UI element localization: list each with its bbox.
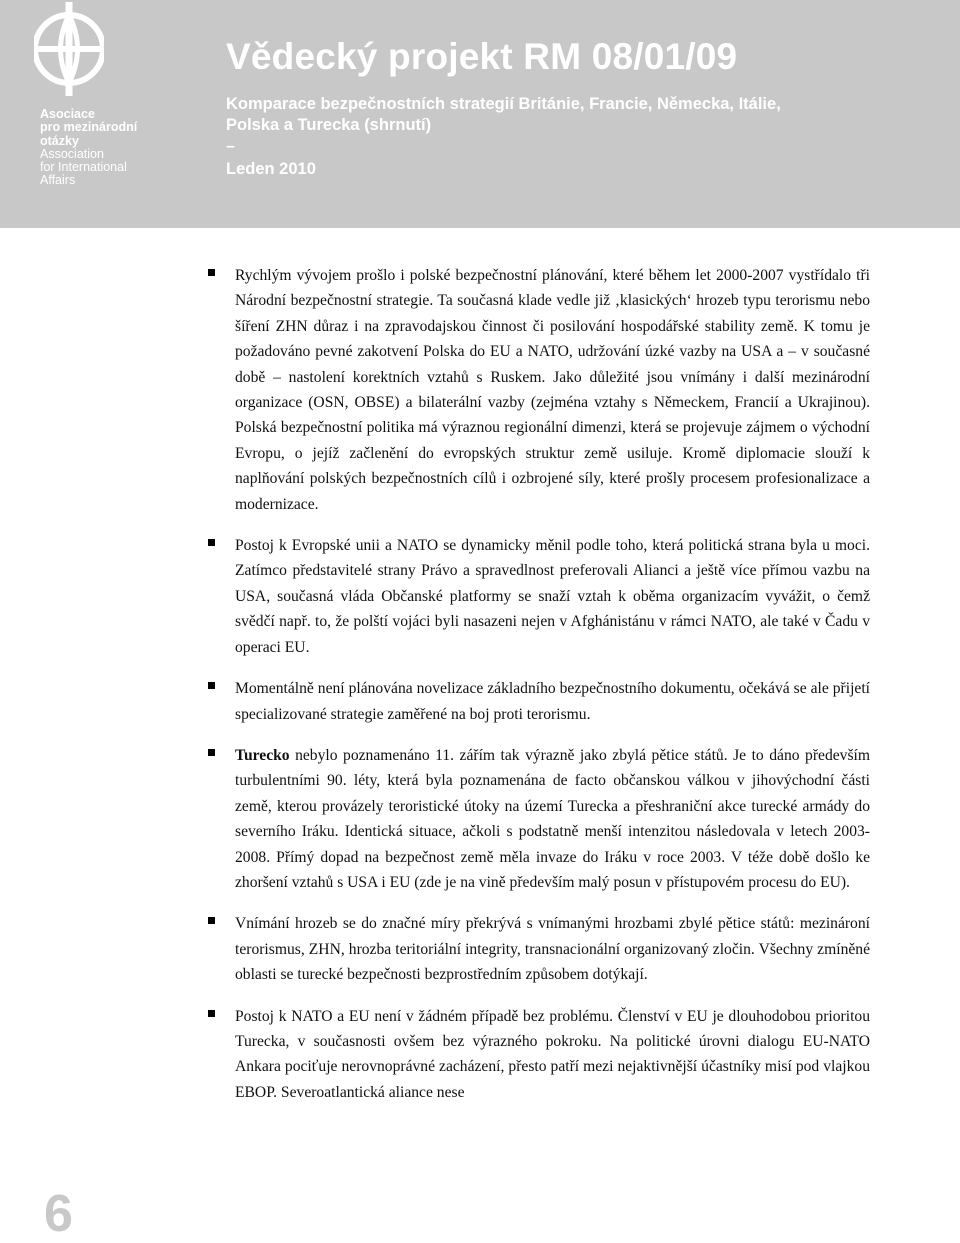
bullet-item: [206, 263, 870, 517]
document-body: [206, 263, 870, 1121]
bullet-text: [235, 743, 870, 895]
bullet-item: [206, 676, 870, 727]
bullet-item: [206, 533, 870, 660]
bullet-item: [206, 911, 870, 987]
square-bullet-icon: [208, 917, 215, 924]
bullet-text: Postoj k NATO a EU není v žádném případě bez problému. Členství v EU je dlouhodobou prioritou Turecka, v současnosti ovšem bez výrazného pokroku. Na politické úrovni dialogu EU-NATO Ankara pociťuje nerovnoprávné zacházení, přesto patří mezi nejaktivnější účastníky misí pod vlajkou EBOP. Severoatlantická aliance nese: [235, 1007, 870, 1101]
logo-globe-icon: [34, 2, 104, 96]
square-bullet-icon: [208, 682, 215, 689]
document-subtitle: [226, 94, 926, 136]
logo-line: Asociace: [40, 107, 95, 121]
page-header: [0, 0, 960, 228]
bold-country-name: Turecko: [235, 746, 290, 764]
bullet-item: [206, 1004, 870, 1106]
organization-logo-text: [40, 108, 210, 188]
bullet-text-body: nebylo poznamenáno 11. zářím tak výrazně jako zbylá pětice států. Je to dáno především turbulentními 90. léty, která byla poznamenána de facto občanskou válkou v jihovýchodní části země, kterou provázely teroristické útoky na území Turecka a přeshraniční akce turecké armády do severního Iráku. Identická situace, ačkoli s podstatně menší intenzitou následovala v letech 2003-2008. Přímý dopad na bezpečnost země měla invaze do Iráku v roce 2003. V téže době došlo ke zhoršení vztahů s USA i EU (zde je na vině především malý posun v přístupovém procesu do EU).: [235, 746, 870, 891]
bullet-text: Rychlým vývojem prošlo i polské bezpečnostní plánování, které během let 2000-2007 vystřídalo tři Národní bezpečnostní strategie. Ta současná klade vedle již ‚klasických‘ hrozeb typu terorismu nebo šíření ZHN důraz i na zpravodajskou činnost či posilování hospodářské stability země. K tomu je požadováno pevné zakotvení Polska do EU a NATO, udržování úzké vazby na USA a – v současné době – nastolení korektních vztahů s Ruskem. Jako důležité jsou vnímány i další mezinárodní organizace (OSN, OBSE) a bilaterální vazby (zejména vztahy s Německem, Francií a Ukrajinou). Polská bezpečnostní politika má výraznou regionální dimenzi, která se projevuje zájmem o východní Evropu, o jejíž začlenění do evropských struktur země usiluje. Kromě diplomacie slouží k naplňování polských bezpečnostních cílů i ozbrojené síly, které prošly procesem profesionalizace a modernizace.: [235, 267, 870, 513]
header-dash: –: [226, 138, 235, 155]
bullet-text: Momentálně není plánována novelizace základního bezpečnostního dokumentu, očekává se ale přijetí specializované strategie zaměřené na boj proti terorismu.: [235, 680, 870, 723]
page-number: 6: [44, 1185, 73, 1243]
square-bullet-icon: [208, 1010, 215, 1017]
logo-line: for International: [40, 160, 127, 175]
logo-line: Affairs: [40, 173, 76, 188]
logo-line: pro mezinárodní: [40, 120, 138, 135]
document-date: Leden 2010: [226, 160, 316, 178]
subtitle-line: Polska a Turecka (shrnutí): [226, 116, 432, 134]
bullet-text: Postoj k Evropské unii a NATO se dynamicky měnil podle toho, která politická strana byla u moci. Zatímco představitelé strany Právo a spravedlnost preferovali Alianci a ještě více přímou vazbu na USA, současná vláda Občanské platformy se snaží vztah k oběma organizacím vyvážit, o čemž svědčí např. to, že polští vojáci byli nasazeni nejen v Afghánistánu v rámci NATO, ale také v Čadu v operaci EU.: [235, 537, 870, 656]
square-bullet-icon: [208, 539, 215, 546]
square-bullet-icon: [208, 749, 215, 756]
square-bullet-icon: [208, 269, 215, 276]
bullet-text: Vnímání hrozeb se do značné míry překrývá s vnímanými hrozbami zbylé pětice států: mezinároní terorismus, ZHN, hrozba teritoriální integrity, transnacionální organizovaný zločin. Všechny zmíněné oblasti se turecké bezpečnosti bezprostředním způsobem dotýkají.: [235, 915, 870, 984]
logo-line: Association: [40, 146, 104, 161]
subtitle-line: Komparace bezpečnostních strategií Británie, Francie, Německa, Itálie,: [226, 95, 781, 113]
bullet-item: [206, 743, 870, 895]
document-title: Vědecký projekt RM 08/01/09: [226, 36, 738, 77]
logo-line: otázky: [40, 133, 79, 148]
